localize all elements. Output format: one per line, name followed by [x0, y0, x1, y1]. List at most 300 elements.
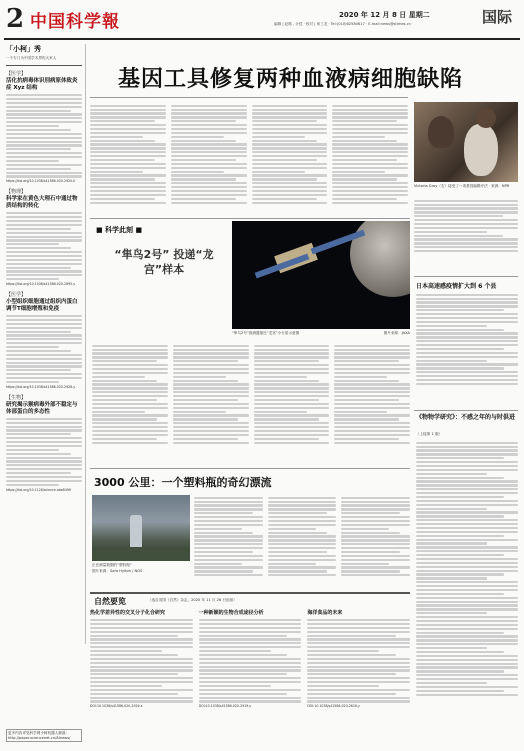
feature-text-line: [173, 403, 249, 405]
feature-photo-credit: 图片来源：JAXA: [383, 331, 410, 335]
lead-text-line: [171, 182, 247, 184]
feature-text-line: [173, 422, 249, 424]
xiaoke-item-title[interactable]: 小型组织细胞通过组织内蛋白调节T细胞增殖和免疫: [6, 299, 78, 312]
right-story-text-line: [416, 694, 518, 696]
feature-photo: [232, 221, 410, 329]
feature-text-line: [173, 372, 249, 374]
xiaoke-item-text: [6, 255, 82, 257]
feature-text-line: [173, 426, 249, 428]
xiaoke-item-text: [6, 338, 82, 340]
feature-label: ■ 科学此刻 ■: [96, 226, 143, 234]
xiaoke-item-text: [6, 315, 82, 317]
lead-text-line: [171, 116, 247, 118]
plastic-text-line: [194, 516, 263, 518]
plastic-text-line: [268, 543, 337, 545]
lead-text-line: [171, 128, 247, 130]
plastic-text-line: [194, 524, 263, 526]
right-story-text-line: [416, 446, 518, 448]
lead-text-line: [90, 105, 166, 107]
right-story-text-line: [416, 651, 504, 653]
feature-text-line: [92, 356, 168, 358]
lead-text-line: [171, 194, 247, 196]
right-story-text-line: [416, 690, 504, 692]
plastic-text-line: [268, 516, 337, 518]
feature-text-line: [92, 442, 168, 444]
feature-text-line: [92, 411, 145, 413]
xiaoke-header: 「小柯」秀: [6, 45, 41, 53]
plastic-text-line: [341, 566, 410, 568]
lead-text-line: [252, 167, 328, 169]
feature-text-line: [92, 395, 168, 397]
lead-text-line: [252, 124, 328, 126]
lead-text-line: [90, 198, 155, 200]
xiaoke-item-text: [6, 429, 82, 431]
xiaoke-item: [6, 70, 82, 184]
feature-text-line: [254, 426, 330, 428]
plastic-text-line: [341, 516, 410, 518]
bottom-strip-item-cite[interactable]: DOI:10.1038/s41586-020-2616-y: [307, 704, 360, 709]
feature-text-line: [254, 387, 330, 389]
text-column: [268, 495, 337, 589]
lead-story-body: [90, 103, 408, 215]
lead-text-line: [171, 143, 247, 145]
plastic-text-line: [268, 501, 337, 503]
bottom-strip-text-line: [307, 638, 410, 640]
xiaoke-item-tag: 【生物】: [6, 394, 27, 401]
plastic-text-line: [268, 497, 337, 499]
bottom-strip-text-line: [199, 646, 302, 648]
bottom-strip-text-line: [90, 669, 193, 671]
xiaoke-item-cite[interactable]: https://doi.org/10.1038/s41586-020-2895-y: [6, 282, 76, 286]
xiaoke-item-text: [6, 94, 82, 96]
right-story-text-line: [416, 686, 518, 688]
feature-text-line: [92, 418, 157, 420]
related-text-line: [416, 348, 504, 350]
bottom-strip-text-line: [307, 681, 410, 683]
right-story-text-line: [416, 554, 504, 556]
lead-text-line: [252, 136, 305, 138]
lead-text-line: [90, 171, 143, 173]
lead-text-line: [252, 198, 317, 200]
xiaoke-item-text: [6, 346, 59, 348]
related-text-line: [416, 375, 518, 377]
plastic-text-line: [194, 501, 263, 503]
lead-text-line: [90, 182, 166, 184]
plastic-text-line: [268, 539, 337, 541]
plastic-text-line: [194, 570, 253, 572]
feature-text-line: [334, 438, 399, 440]
plastic-text-line: [194, 508, 263, 510]
feature-text-line: [92, 360, 157, 362]
xiaoke-item-tag: 【医学】: [6, 71, 27, 77]
feature-text-line: [92, 383, 168, 385]
lead-text-line: [332, 167, 408, 169]
bottom-strip-text-line: [307, 669, 410, 671]
lead-text-line: [332, 178, 397, 180]
xiaoke-item-text: [6, 464, 82, 466]
feature-text-line: [92, 391, 168, 393]
related-text-line: [416, 301, 518, 303]
xiaoke-item-text: [6, 433, 71, 435]
xiaoke-item-text: [6, 468, 82, 470]
xiaoke-item-text: [6, 445, 82, 447]
xiaoke-item-text: [6, 350, 71, 352]
right-story-text-line: [416, 674, 518, 676]
feature-text-line: [334, 352, 410, 354]
plastic-text-line: [194, 555, 263, 557]
feature-text-line: [334, 442, 410, 444]
xiaoke-item-text: [6, 331, 71, 333]
bottom-strip-text-line: [307, 627, 410, 629]
xiaoke-item-text: [6, 175, 82, 177]
xiaoke-item-text: [6, 247, 71, 249]
plastic-text-line: [194, 539, 263, 541]
feature-text-line: [92, 364, 168, 366]
related-text-line: [416, 367, 504, 369]
bottom-strip-item-cite[interactable]: DOI:10.1038/s41586-020-2919-y: [198, 704, 252, 709]
feature-text-line: [92, 434, 168, 436]
bottom-strip-subtitle: （选自英国《自然》杂志，2020 年 11 月 26 日出版）: [148, 598, 237, 602]
bottom-strip-text-line: [90, 631, 193, 633]
bottom-strip-text-line: [307, 666, 410, 668]
feature-text-line: [334, 372, 410, 374]
plastic-text-line: [341, 539, 410, 541]
xiaoke-item-cite[interactable]: https://doi.org/10.1038/s41586-020-2928-y: [6, 384, 76, 389]
plastic-text-line: [341, 497, 410, 499]
text-column: [90, 103, 166, 215]
bottom-strip-text-line: [199, 635, 287, 637]
plastic-text-line: [268, 512, 327, 514]
feature-text-line: [254, 414, 330, 416]
xiaoke-item-text: [6, 243, 59, 245]
feature-text-line: [173, 349, 249, 351]
masthead: [4, 4, 520, 36]
lead-photo: [414, 102, 518, 182]
lead-text-line: [414, 207, 518, 209]
lead-text-line: [252, 147, 328, 149]
bottom-strip-text-line: [90, 623, 193, 625]
lead-photo-caption: Victoria Gray（右）接受了一项基因编辑疗法 · 来源：NPR: [414, 184, 510, 188]
lead-text-line: [414, 200, 518, 202]
lead-text-line: [171, 105, 247, 107]
right-story-text-line: [416, 515, 504, 517]
xiaoke-item-text: [6, 239, 82, 241]
xiaoke-item-text: [6, 144, 82, 146]
feature-text-line: [334, 360, 399, 362]
xiaoke-item-text: [6, 484, 59, 486]
bottom-strip-item-cite[interactable]: DOI:10.1038/s41586-020-2929-x: [90, 704, 143, 709]
paper-name-logo: 中国科学報: [30, 12, 120, 32]
section-name: 国际: [482, 8, 513, 26]
right-story-text-line: [416, 663, 518, 665]
lead-text-line: [171, 190, 247, 192]
lead-text-line: [252, 120, 317, 122]
bottom-strip-text-line: [199, 700, 302, 702]
plastic-text-line: [268, 524, 337, 526]
feature-text-line: [334, 387, 410, 389]
feature-text-line: [173, 438, 238, 440]
plastic-text-line: [268, 504, 337, 506]
bottom-strip-text-line: [90, 677, 193, 679]
xiaoke-item-text: [6, 156, 82, 158]
xiaoke-item-title[interactable]: 活化抗病毒体识别病原体致炎症 Xyz 结构: [6, 78, 78, 91]
xiaoke-item-text: [6, 323, 82, 325]
xiaoke-item-title[interactable]: 科学家在黄色大理石中通过物质结构的转化: [6, 196, 78, 210]
xiaoke-item-text: [6, 98, 82, 100]
feature-text-line: [254, 372, 330, 374]
feature-text-line: [173, 376, 226, 378]
bottom-strip-item-title: 一种新颖的生物合成途径分析: [198, 610, 264, 616]
bottom-strip-text-line: [199, 685, 271, 687]
related-text-line: [416, 340, 518, 342]
lead-text-line: [252, 132, 328, 134]
lead-text-line: [171, 163, 247, 165]
related-text-line: [416, 332, 518, 334]
feature-text-line: [334, 383, 410, 385]
bottom-strip-item-title: 海洋食品的未来: [307, 610, 343, 616]
related-text-line: [416, 317, 518, 319]
xiaoke-item-text: [6, 236, 82, 238]
right-story-text-line: [416, 488, 518, 490]
plastic-text-line: [268, 566, 337, 568]
right-story-text-line: [416, 480, 518, 482]
bottom-strip-text-line: [199, 638, 302, 640]
xiaoke-footer: 更多内容详见科学网小柯机器人频道: http://paper.sciencenet.cn/AInews/: [6, 729, 82, 742]
plastic-text-line: [268, 528, 316, 530]
xiaoke-item-text: [6, 334, 82, 336]
feature-text-line: [173, 387, 249, 389]
bottom-strip-text-line: [199, 623, 302, 625]
plastic-text-line: [268, 570, 327, 572]
right-story-text-line: [416, 477, 504, 479]
bottom-strip-text-line: [199, 669, 302, 671]
lead-text-line: [332, 182, 408, 184]
right-story-text-line: [416, 670, 504, 672]
lead-text-line: [252, 174, 328, 176]
lead-text-line: [252, 178, 317, 180]
lead-text-line: [90, 109, 166, 111]
feature-text-line: [254, 418, 319, 420]
feature-text-line: [334, 434, 410, 436]
xiaoke-item-text: [6, 228, 71, 230]
bottom-strip-text-line: [307, 677, 410, 679]
bottom-strip-text-line: [199, 631, 302, 633]
lead-text-line: [332, 163, 408, 165]
plastic-photo: [92, 495, 190, 561]
lead-text-line: [90, 112, 166, 114]
xiaoke-item-text: [6, 327, 82, 329]
lead-text-line: [252, 151, 328, 153]
feature-photo-caption: “隼鸟2号”探测器靠近“龙宫”小行星示意图: [232, 331, 300, 335]
related-text-line: [416, 336, 518, 338]
bottom-strip-text-line: [307, 646, 410, 648]
right-story-text-line: [416, 601, 518, 603]
right-story-text-line: [416, 635, 518, 637]
lead-text-line: [252, 105, 328, 107]
lead-text-line: [332, 143, 408, 145]
lead-text-line: [414, 246, 518, 248]
text-column: [171, 103, 247, 215]
plastic-text-line: [268, 532, 327, 534]
lead-text-line: [171, 136, 224, 138]
xiaoke-item-text: [6, 216, 82, 218]
date-line: 2020 年 12 月 8 日 星期二: [339, 11, 430, 19]
lead-text-line: [332, 159, 397, 161]
plastic-text-line: [341, 551, 400, 553]
plastic-text-line: [268, 547, 337, 549]
feature-text-line: [254, 360, 319, 362]
plastic-text-line: [268, 520, 337, 522]
lead-text-line: [171, 186, 247, 188]
right-story-text-line: [416, 484, 518, 486]
lead-text-line: [171, 140, 236, 142]
bottom-strip-text-line: [199, 627, 302, 629]
lead-text-line: [171, 124, 247, 126]
feature-text-line: [92, 438, 157, 440]
plastic-text-line: [268, 555, 337, 557]
plastic-text-line: [194, 528, 242, 530]
feature-text-line: [254, 349, 330, 351]
feature-text-line: [92, 372, 168, 374]
lead-text-line: [90, 190, 166, 192]
feature-text-line: [254, 438, 319, 440]
lead-text-line: [171, 198, 236, 200]
bottom-strip-text-line: [199, 697, 302, 699]
feature-text-line: [254, 364, 330, 366]
xiaoke-item-text: [6, 354, 82, 356]
feature-text-line: [254, 442, 330, 444]
right-story-text-line: [416, 620, 518, 622]
lead-text-line: [414, 250, 518, 252]
feature-text-line: [173, 442, 249, 444]
xiaoke-item-text: [6, 212, 82, 214]
lead-text-line: [90, 136, 143, 138]
feature-text-line: [173, 383, 249, 385]
right-story-text-line: [416, 566, 518, 568]
xiaoke-item-title[interactable]: 研究揭示猴病毒外部不稳定与体部蛋白的多态性: [6, 401, 78, 415]
xiaoke-item-text: [6, 358, 82, 360]
xiaoke-item-text: [6, 168, 71, 170]
feature-text-line: [173, 368, 249, 370]
xiaoke-item-text: [6, 362, 82, 364]
feature-text-line: [334, 349, 410, 351]
xiaoke-item: [6, 291, 82, 390]
right-story-text-line: [416, 465, 518, 467]
xiaoke-item-text: [6, 457, 82, 459]
bottom-strip-text-line: [307, 631, 410, 633]
bottom-strip-text-line: [199, 642, 302, 644]
plastic-text-line: [341, 504, 410, 506]
lead-text-line: [90, 151, 166, 153]
xiaoke-item-text: [6, 472, 71, 474]
related-text-line: [416, 356, 518, 358]
feature-text-line: [173, 395, 249, 397]
feature-text-line: [173, 407, 249, 409]
feature-text-line: [334, 418, 399, 420]
plastic-text-line: [341, 563, 389, 565]
lead-text-line: [252, 202, 328, 204]
feature-text-line: [173, 360, 238, 362]
xiaoke-item-text: [6, 133, 82, 135]
lead-text-line: [332, 186, 408, 188]
lead-text-line: [332, 132, 408, 134]
lead-text-line: [332, 202, 408, 204]
feature-text-line: [92, 387, 168, 389]
bottom-strip-text-line: [199, 650, 271, 652]
xiaoke-item-text: [6, 422, 82, 424]
related-text-line: [416, 379, 518, 381]
plastic-text-line: [341, 512, 400, 514]
plastic-text-line: [341, 508, 410, 510]
plastic-text-line: [341, 501, 410, 503]
xiaoke-item-text: [6, 369, 71, 371]
right-story-text-line: [416, 442, 518, 444]
bottom-strip-text-line: [307, 654, 395, 656]
xiaoke-item-text: [6, 418, 82, 420]
lead-text-line: [414, 227, 518, 229]
plastic-text-line: [341, 524, 410, 526]
right-story-text-line: [416, 573, 504, 575]
lead-text-line: [171, 132, 247, 134]
lead-text-line: [332, 140, 397, 142]
lead-text-line: [90, 124, 166, 126]
right-story-text-line: [416, 473, 487, 475]
xiaoke-item-cite[interactable]: https://doi.org/10.1038/s41586-020-2920-0: [6, 179, 76, 184]
plastic-text-line: [194, 504, 263, 506]
xiaoke-item-cite[interactable]: https://doi.org/10.1126/science.abe8499: [6, 487, 71, 492]
xiaoke-item-text: [6, 137, 82, 139]
lead-text-line: [90, 167, 166, 169]
xiaoke-item-text: [6, 113, 82, 115]
bottom-strip-text-line: [307, 685, 379, 687]
lead-text-line: [252, 116, 328, 118]
related-text-line: [416, 371, 518, 373]
feature-text-line: [92, 407, 168, 409]
related-text-line: [416, 383, 518, 385]
related-text-line: [416, 298, 518, 300]
right-story-text-line: [416, 531, 518, 533]
feature-text-line: [334, 380, 399, 382]
xiaoke-item-text: [6, 121, 82, 123]
feature-text-line: [92, 345, 168, 347]
lead-text-line: [252, 140, 317, 142]
lead-text-line: [332, 174, 408, 176]
xiaoke-item-tag: 【物理】: [6, 189, 27, 196]
plastic-text-line: [194, 535, 263, 537]
xiaoke-item-tag: 【医学】: [6, 292, 27, 298]
feature-text-line: [173, 352, 249, 354]
plastic-text-line: [268, 508, 337, 510]
bottom-strip-text-line: [307, 658, 410, 660]
xiaoke-item-text: [6, 164, 82, 166]
xiaoke-item-text: [6, 172, 82, 174]
right-story-text-line: [416, 469, 518, 471]
bottom-strip-text-line: [307, 689, 410, 691]
feature-text-line: [334, 422, 410, 424]
lead-text-line: [332, 198, 397, 200]
feature-text-line: [254, 434, 330, 436]
plastic-photo-caption: 正在测量数据的“塑料瓶”: [92, 563, 132, 567]
feature-text-line: [254, 383, 330, 385]
related-text-line: [416, 294, 518, 296]
related-text-line: [416, 329, 504, 331]
xiaoke-item-text: [6, 160, 59, 162]
lead-text-line: [332, 105, 408, 107]
bottom-strip-item: [199, 608, 302, 746]
bottom-strip-text-line: [199, 658, 302, 660]
lead-text-line: [414, 231, 487, 233]
right-story-text-line: [416, 577, 487, 579]
